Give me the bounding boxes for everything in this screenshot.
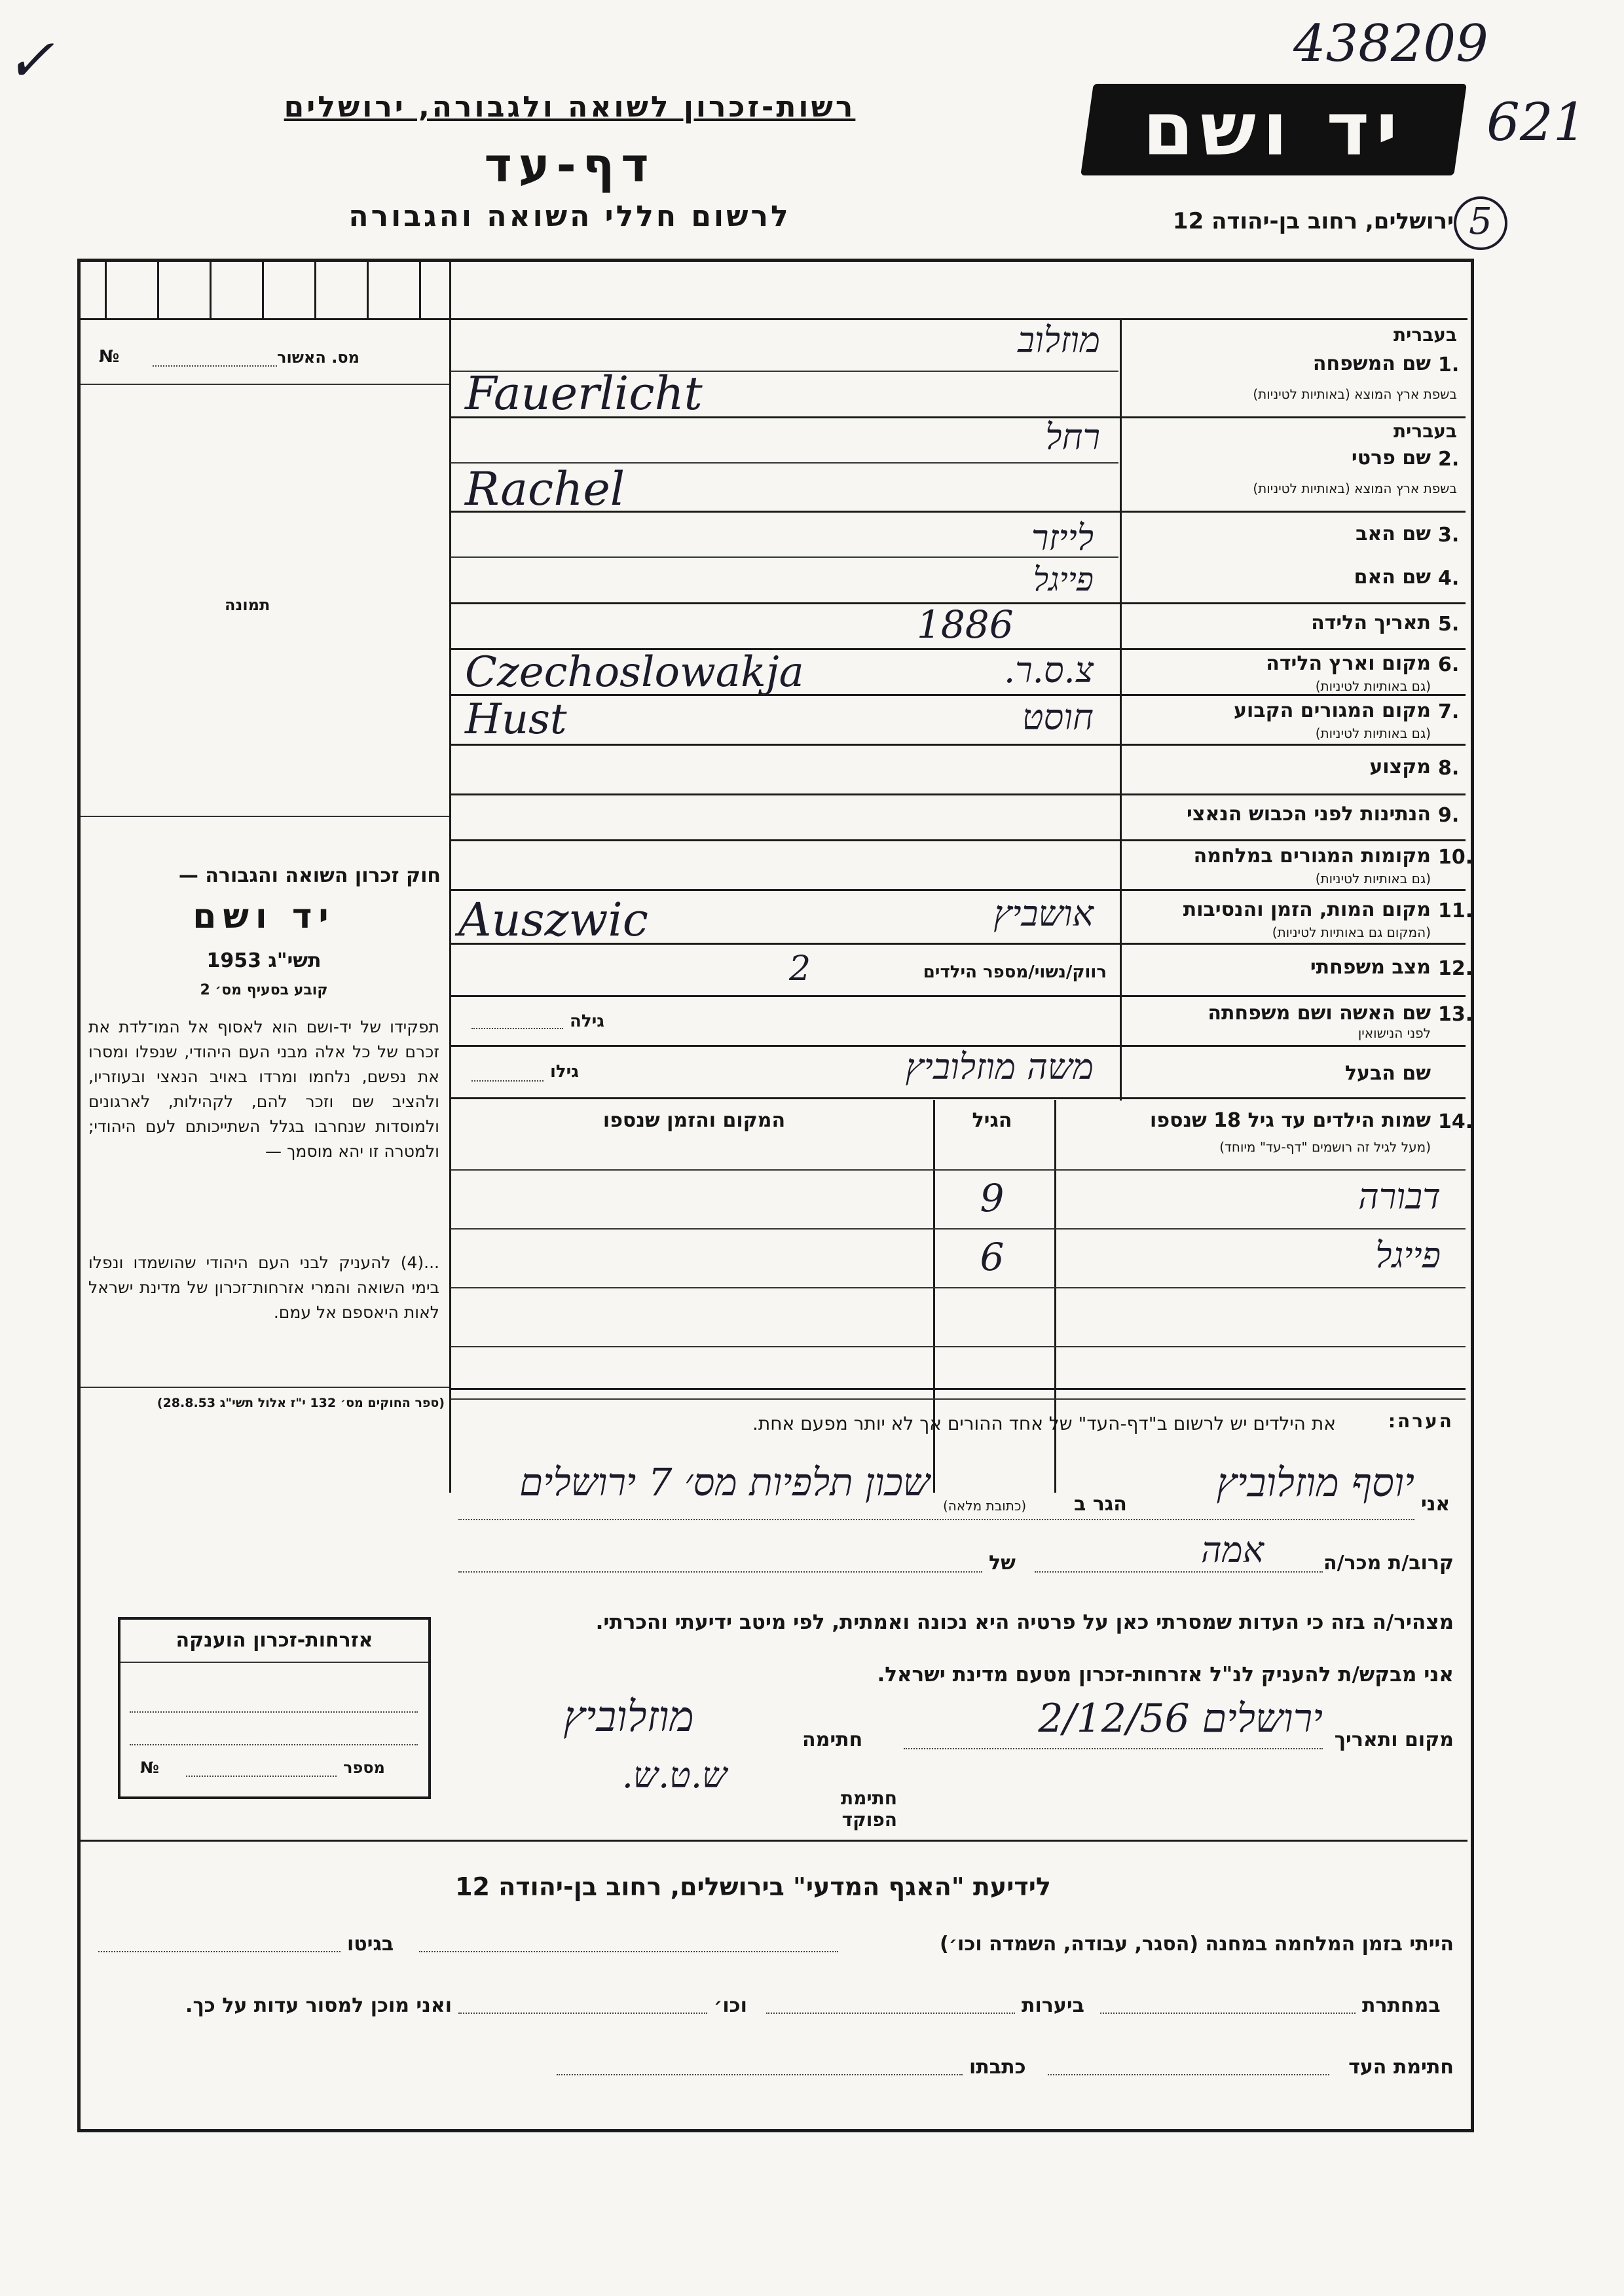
citizenship-number-label: מספר: [343, 1758, 385, 1777]
of-label: של: [989, 1552, 1016, 1575]
citizenship-number-sign: №: [140, 1758, 159, 1777]
surname-hebrew-value: מוזלוב: [1018, 319, 1100, 361]
field-2-hebrew-marker: בעברית: [1393, 420, 1457, 442]
field-11-label: מקום המות, הזמן והנסיבות: [1183, 898, 1431, 921]
form-subtitle: לרשום חללי השואה והגבורה: [348, 200, 791, 233]
child-name-1: דבורה: [1358, 1176, 1441, 1217]
testimony-ready-text: ואני מוכן למסור עדות על כך.: [185, 1994, 452, 2017]
birth-place-hebrew-value: צ.ס.ר.: [1003, 649, 1094, 691]
ghetto-label: בגיטו: [347, 1933, 394, 1956]
field-11-number: 11.: [1438, 900, 1473, 922]
children-count-value: 2: [789, 949, 811, 989]
place-date-label: מקום ותאריך: [1334, 1728, 1454, 1751]
relation-value: אמה: [1200, 1529, 1264, 1571]
bottom-title: לידיעת "האגף המדעי" בירושלים, רחוב בן-יהודה 12: [455, 1872, 1051, 1901]
declarant-address-value: שכון תלפיות מס׳ 7 ירושלים: [519, 1460, 930, 1504]
field-1-label: שם המשפחה: [1312, 352, 1431, 375]
law-text-1: תפקידו של יד-ושם הוא לאסוף אל המו־לדת את זכרם של כל אלה מבני העם היהודי, שנפלו ומסרו את נפשם, נלחמו ומרדו באויב הנאצי ובעוזריו, ולהציב שם וזכר להם, לקהילות, לארגונים ולמוסדות שנחרבו בגלל השתייכותם לעם היהודי; ולמטרה זו יהא מוסמך —: [88, 1017, 439, 1161]
husband-name-label: שם הבעל: [1344, 1062, 1431, 1085]
citizenship-box-title: אזרחות-זכרון הוענקה: [175, 1629, 373, 1652]
authority-name: רשות-זכרון לשואה ולגבורה, ירושלים: [284, 90, 856, 124]
law-source: (ספר החוקים מס׳ 132 י"ז אלול תשי"ג 28.8.53): [157, 1396, 445, 1410]
circled-mark: 5: [1454, 196, 1507, 250]
officer-signature-label: חתימת הפוקד: [841, 1787, 897, 1831]
field-6-number: 6.: [1438, 653, 1460, 676]
law-name: יד ושם: [193, 897, 335, 936]
note-label: הערה:: [1388, 1410, 1454, 1432]
signature-label: חתימה: [802, 1728, 863, 1751]
field-8-number: 8.: [1438, 757, 1460, 780]
officer-signature: ש.ט.ש.: [621, 1755, 728, 1796]
declaration-text-2: אני מבקש/ת להעניק לנ"ל אזרחות-זכרון מטעם מדינת ישראל.: [877, 1663, 1454, 1686]
reference-number: 438209: [1293, 14, 1488, 73]
declarant-name-value: יוסף מוזלוביץ: [1216, 1460, 1414, 1506]
marital-status-options: רווק/נשוי/מספר הילדים: [923, 962, 1107, 982]
relation-label: קרוב/ת מכר/ה: [1323, 1552, 1454, 1575]
field-13-sublabel: לפני הנישואין: [1357, 1025, 1431, 1041]
page-number: 621: [1486, 92, 1587, 153]
law-section: קובע בסעיף מס׳ 2: [200, 982, 328, 998]
birth-place-latin-value: Czechoslowakja: [465, 648, 804, 697]
children-title: שמות הילדים עד גיל 18 שנספו: [1150, 1109, 1431, 1132]
residence-latin-value: Hust: [465, 695, 567, 744]
field-10-number: 10.: [1438, 846, 1473, 869]
witness-signature-label: חתימת העד: [1348, 2056, 1454, 2079]
declarant-signature: מוזלוביץ: [563, 1693, 694, 1741]
child-age-2: 6: [980, 1235, 1005, 1279]
field-12-number: 12.: [1438, 957, 1473, 980]
law-title: חוק זכרון השואה והגבורה —: [178, 864, 441, 887]
field-6-label: מקום וארץ הלידה: [1266, 652, 1431, 675]
field-13-number: 13.: [1438, 1003, 1473, 1026]
children-title-note: (מעל לגיל זה רושמים "דף-עד" מיוחד): [1219, 1139, 1431, 1155]
field-6-sublabel: (גם באותיות לטיניות): [1315, 678, 1431, 694]
underground-label: במחתרת: [1362, 1994, 1441, 2017]
mother-name-value: פייגל: [1033, 560, 1094, 598]
field-9-label: הנתינות לפני הכבוש הנאצי: [1187, 803, 1431, 826]
field-10-label: מקומות המגורים במלחמה: [1193, 845, 1431, 867]
photo-placeholder: [81, 384, 449, 816]
declarant-address-hint: (כתובת מלאה): [943, 1498, 1027, 1514]
yad-vashem-logo: [1080, 84, 1467, 175]
field-10-sublabel: (גם באותיות לטיניות): [1315, 871, 1431, 886]
forests-label: ביערות: [1022, 1994, 1084, 2017]
etc-label: וכו׳: [714, 1994, 747, 2017]
field-7-number: 7.: [1438, 701, 1460, 723]
field-3-label: שם האב: [1356, 522, 1431, 545]
children-section-number: 14.: [1438, 1110, 1473, 1133]
child-age-1: 9: [980, 1176, 1005, 1220]
children-age-header: הגיל: [972, 1109, 1012, 1132]
death-place-hebrew-value: אושביץ: [993, 893, 1094, 934]
field-5-label: תאריך הלידה: [1311, 611, 1431, 634]
children-place-header: המקום והזמן שנספו: [602, 1109, 786, 1132]
note-text: את הילדים יש לרשום ב"דף-העד" של אחד ההורים אך לא יותר מפעם אחת.: [752, 1413, 1336, 1434]
logo-text: יד ושם: [1143, 87, 1405, 172]
address-label: כתבתו: [969, 2056, 1026, 2079]
field-5-number: 5.: [1438, 613, 1460, 636]
law-year: תשי"ג 1953: [206, 949, 322, 972]
surname-latin-value: Fauerlicht: [465, 367, 703, 420]
child-name-2: פייגל: [1375, 1235, 1441, 1276]
photo-label: תמונה: [225, 596, 270, 614]
declaration-text-1: מצהיר/ה בזה כי העדות שמסרתי כאן על פרטיה היא נכונה ואמתית, לפי מיטב ידיעתי והכרתי.: [595, 1611, 1454, 1634]
birth-year-value: 1886: [917, 602, 1014, 647]
form-title: דף-עד: [484, 137, 655, 192]
first-name-latin-value: Rachel: [465, 462, 625, 516]
citizenship-granted-box: [118, 1617, 431, 1799]
husband-age-label: גילו: [550, 1062, 579, 1082]
field-1-sublabel: בשפת ארץ המוצא (באותיות לטיניות): [1253, 386, 1457, 402]
declarant-i-label: אני: [1421, 1493, 1450, 1516]
field-4-number: 4.: [1438, 567, 1460, 590]
field-1-hebrew-marker: בעברית: [1393, 324, 1457, 346]
left-panel: [81, 321, 449, 1493]
field-7-sublabel: (גם באותיות לטיניות): [1315, 725, 1431, 741]
address-line: ירושלים, רחוב בן-יהודה 12: [1172, 208, 1454, 234]
field-7-label: מקום המגורים הקבוע: [1234, 699, 1431, 722]
field-3-number: 3.: [1438, 524, 1460, 547]
approval-number-sign: №: [99, 347, 120, 367]
field-2-label: שם פרטי: [1351, 446, 1431, 469]
wife-age-label: גילה: [570, 1011, 604, 1031]
field-2-number: 2.: [1438, 448, 1460, 471]
field-12-label: מצב משפחתי: [1310, 956, 1431, 979]
field-13-label: שם האשה ושם משפחתה: [1208, 1002, 1431, 1025]
camp-line-label: הייתי בזמן המלחמה במחנה (הסגר, עבודה, השמדה וכו׳): [940, 1933, 1454, 1956]
place-date-value: ירושלים 2/12/56: [1038, 1696, 1323, 1741]
declarant-resides-label: הגר ב: [1074, 1493, 1127, 1516]
field-8-label: מקצוע: [1369, 756, 1431, 778]
field-4-label: שם האם: [1354, 566, 1431, 589]
approval-number-label: מס. האשור: [277, 348, 360, 367]
father-name-value: לייזר: [1031, 517, 1094, 558]
corner-check-mark: ✓: [5, 26, 55, 95]
first-name-hebrew-value: רחל: [1045, 416, 1100, 458]
field-1-number: 1.: [1438, 354, 1460, 376]
law-text-2: ...(4) להעניק לבני העם היהודי שהושמדו ונפלו בימי השואה והמרי אזרחות־זכרון של מדינת ישראל לאות היאספם אל עמם.: [88, 1253, 439, 1322]
field-9-number: 9.: [1438, 804, 1460, 827]
death-place-latin-value: Auszwic: [458, 893, 648, 947]
husband-name-value: משה מוזלוביץ: [905, 1046, 1094, 1087]
field-2-sublabel: בשפת ארץ המוצא (באותיות לטיניות): [1253, 481, 1457, 496]
residence-hebrew-value: חוסט: [1022, 697, 1094, 738]
field-11-sublabel: (המקום גם באותיות לטיניות): [1272, 924, 1431, 940]
